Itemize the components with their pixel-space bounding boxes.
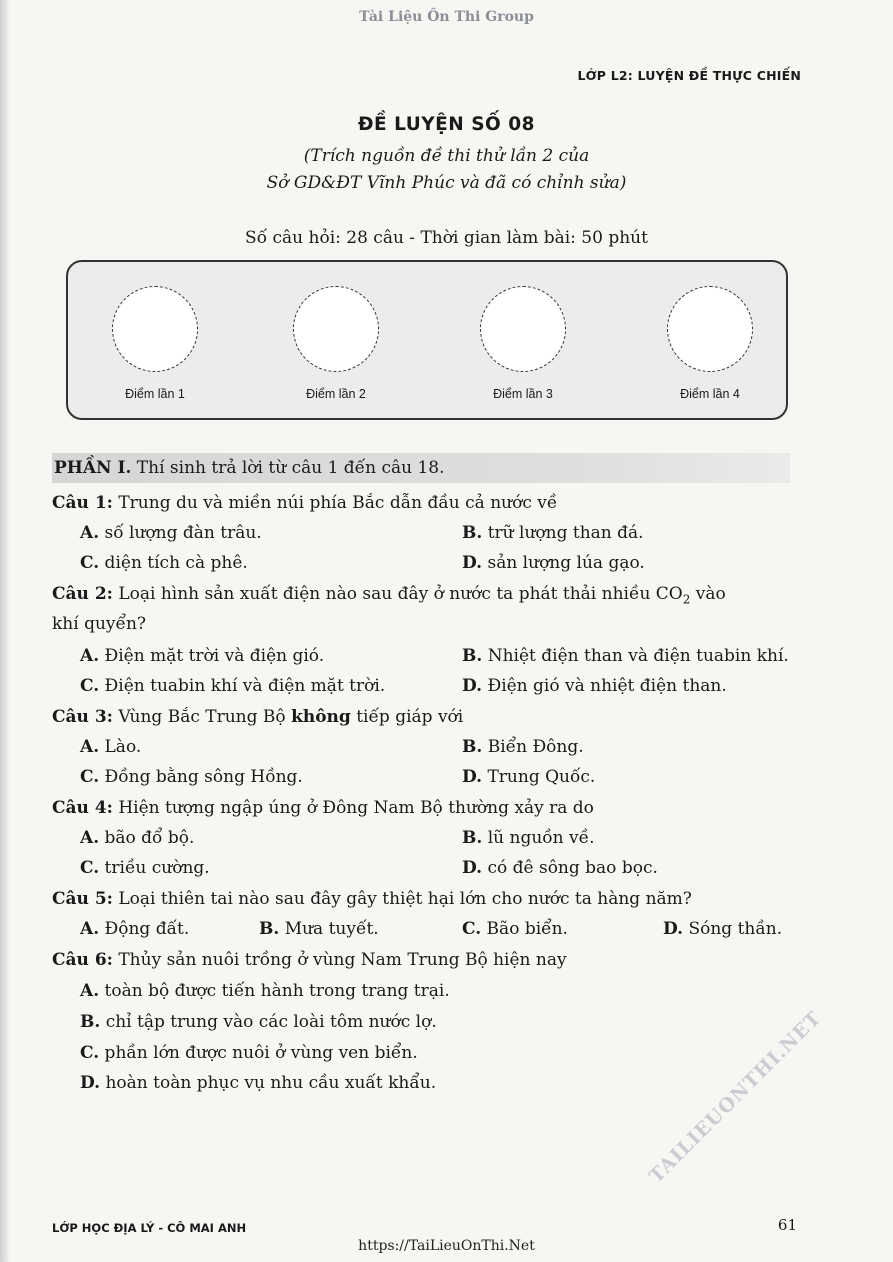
- question-text-bold: không: [291, 707, 351, 727]
- question-text: Loại hình sản xuất điện nào sau đây ở nước ta phát thải nhiều CO: [112, 584, 683, 604]
- question-text: Vùng Bắc Trung Bộ: [112, 707, 292, 727]
- question-text: Thủy sản nuôi trồng ở vùng Nam Trung Bộ hiện nay: [112, 950, 567, 970]
- question-label: Câu 2:: [52, 584, 113, 604]
- score-box: [66, 260, 788, 420]
- score-circle: [667, 286, 753, 372]
- part-1-label: PHẦN I.: [54, 458, 132, 478]
- question-1: [52, 488, 557, 518]
- option-text: Điện gió và nhiệt điện than.: [482, 676, 727, 696]
- group-title: Tài Liệu Ôn Thi Group: [359, 9, 534, 25]
- exam-source: [0, 143, 893, 197]
- option-text: diện tích cà phê.: [99, 553, 248, 573]
- source-line-1: (Trích nguồn đề thi thử lần 2 của: [303, 146, 590, 166]
- option-1a: [80, 518, 262, 548]
- exam-title: ĐỀ LUYỆN SỐ 08: [358, 114, 535, 135]
- score-slot-2: [261, 286, 411, 401]
- option-letter: C.: [462, 919, 482, 939]
- option-letter: C.: [80, 767, 100, 787]
- option-5c: [462, 914, 568, 944]
- footer-url[interactable]: https://TaiLieuOnThi.Net: [358, 1238, 535, 1254]
- score-circle: [112, 286, 198, 372]
- question-text: Trung du và miền núi phía Bắc dẫn đầu cả nước về: [112, 493, 558, 513]
- option-5a: [80, 914, 189, 944]
- score-slot-3: [448, 286, 598, 401]
- option-text: bão đổ bộ.: [99, 828, 195, 848]
- option-4a: [80, 823, 194, 853]
- question-2-line-2: khí quyển?: [52, 614, 147, 634]
- option-letter: B.: [80, 1012, 101, 1032]
- option-6a: [80, 976, 450, 1006]
- question-2: [52, 579, 726, 614]
- option-letter: B.: [259, 919, 280, 939]
- question-6: [52, 945, 567, 975]
- option-letter: B.: [462, 523, 483, 543]
- option-text: toàn bộ được tiến hành trong trang trại.: [99, 981, 450, 1001]
- option-letter: C.: [80, 553, 100, 573]
- question-label: Câu 1:: [52, 493, 113, 513]
- option-6b: [80, 1007, 437, 1037]
- question-text: Hiện tượng ngập úng ở Đông Nam Bộ thường xảy ra do: [112, 798, 594, 818]
- option-text: lũ nguồn về.: [482, 828, 595, 848]
- option-text: Bão biển.: [481, 919, 568, 939]
- option-4b: [462, 823, 595, 853]
- option-text: Lào.: [99, 737, 142, 757]
- score-label: Điểm lần 3: [493, 387, 553, 401]
- option-letter: C.: [80, 676, 100, 696]
- watermark: TAILIEUONTHI.NET: [645, 1006, 826, 1188]
- option-letter: A.: [80, 828, 100, 848]
- option-letter: C.: [80, 1043, 100, 1063]
- option-text: Trung Quốc.: [482, 767, 596, 787]
- option-letter: A.: [80, 737, 100, 757]
- option-1c: [80, 548, 248, 578]
- question-label: Câu 3:: [52, 707, 113, 727]
- option-letter: D.: [80, 1073, 101, 1093]
- option-3a: [80, 732, 141, 762]
- exam-info: Số câu hỏi: 28 câu - Thời gian làm bài: 50 phút: [245, 228, 648, 248]
- source-line-2: Sở GD&ĐT Vĩnh Phúc và đã có chỉnh sửa): [266, 173, 627, 193]
- option-letter: A.: [80, 646, 100, 666]
- score-label: Điểm lần 2: [306, 387, 366, 401]
- question-label: Câu 6:: [52, 950, 113, 970]
- option-letter: D.: [462, 676, 483, 696]
- option-letter: A.: [80, 523, 100, 543]
- score-slot-1: [80, 286, 230, 401]
- option-letter: B.: [462, 828, 483, 848]
- option-1d: [462, 548, 645, 578]
- subscript: 2: [682, 592, 691, 607]
- option-5b: [259, 914, 379, 944]
- option-text: Điện tuabin khí và điện mặt trời.: [99, 676, 386, 696]
- part-1-text: Thí sinh trả lời từ câu 1 đến câu 18.: [131, 458, 445, 478]
- option-text: số lượng đàn trâu.: [99, 523, 262, 543]
- option-text: Biển Đông.: [482, 737, 584, 757]
- option-letter: D.: [462, 553, 483, 573]
- score-label: Điểm lần 1: [125, 387, 185, 401]
- question-text: Loại thiên tai nào sau đây gây thiệt hại lớn cho nước ta hàng năm?: [112, 889, 692, 909]
- option-2a: [80, 641, 324, 671]
- option-letter: D.: [462, 767, 483, 787]
- option-text: có đê sông bao bọc.: [482, 858, 658, 878]
- option-text: chỉ tập trung vào các loài tôm nước lợ.: [100, 1012, 437, 1032]
- question-4: [52, 793, 594, 823]
- option-text: hoàn toàn phục vụ nhu cầu xuất khẩu.: [100, 1073, 437, 1093]
- option-4d: [462, 853, 658, 883]
- score-circle: [293, 286, 379, 372]
- part-1-heading: [52, 453, 790, 483]
- score-circle: [480, 286, 566, 372]
- question-3: [52, 702, 463, 732]
- option-letter: A.: [80, 981, 100, 1001]
- option-letter: B.: [462, 646, 483, 666]
- option-3b: [462, 732, 584, 762]
- option-letter: D.: [663, 919, 684, 939]
- option-4c: [80, 853, 210, 883]
- question-text-end: tiếp giáp với: [350, 707, 464, 727]
- option-text: Nhiệt điện than và điện tuabin khí.: [482, 646, 789, 666]
- option-1b: [462, 518, 644, 548]
- page-number: 61: [777, 1216, 797, 1234]
- question-5: [52, 884, 692, 914]
- option-3d: [462, 762, 595, 792]
- question-text-end: vào: [690, 584, 726, 604]
- score-slot-4: [635, 286, 785, 401]
- option-text: phần lớn được nuôi ở vùng ven biển.: [99, 1043, 418, 1063]
- option-6c: [80, 1038, 418, 1068]
- option-6d: [80, 1068, 436, 1098]
- option-2c: [80, 671, 385, 701]
- option-text: triều cường.: [99, 858, 210, 878]
- chapter-heading: LỚP L2: LUYỆN ĐỀ THỰC CHIẾN: [577, 68, 801, 83]
- option-text: Mưa tuyết.: [279, 919, 379, 939]
- option-2b: [462, 641, 789, 671]
- option-letter: D.: [462, 858, 483, 878]
- question-label: Câu 4:: [52, 798, 113, 818]
- footer-course: LỚP HỌC ĐỊA LÝ - CÔ MAI ANH: [52, 1221, 247, 1235]
- option-letter: B.: [462, 737, 483, 757]
- option-text: Động đất.: [99, 919, 190, 939]
- option-text: Đồng bằng sông Hồng.: [99, 767, 303, 787]
- option-letter: A.: [80, 919, 100, 939]
- option-text: trữ lượng than đá.: [482, 523, 644, 543]
- option-text: sản lượng lúa gạo.: [482, 553, 645, 573]
- score-label: Điểm lần 4: [680, 387, 740, 401]
- option-3c: [80, 762, 303, 792]
- option-text: Điện mặt trời và điện gió.: [99, 646, 325, 666]
- question-label: Câu 5:: [52, 889, 113, 909]
- option-text: Sóng thần.: [683, 919, 783, 939]
- option-5d: [663, 914, 782, 944]
- option-letter: C.: [80, 858, 100, 878]
- option-2d: [462, 671, 727, 701]
